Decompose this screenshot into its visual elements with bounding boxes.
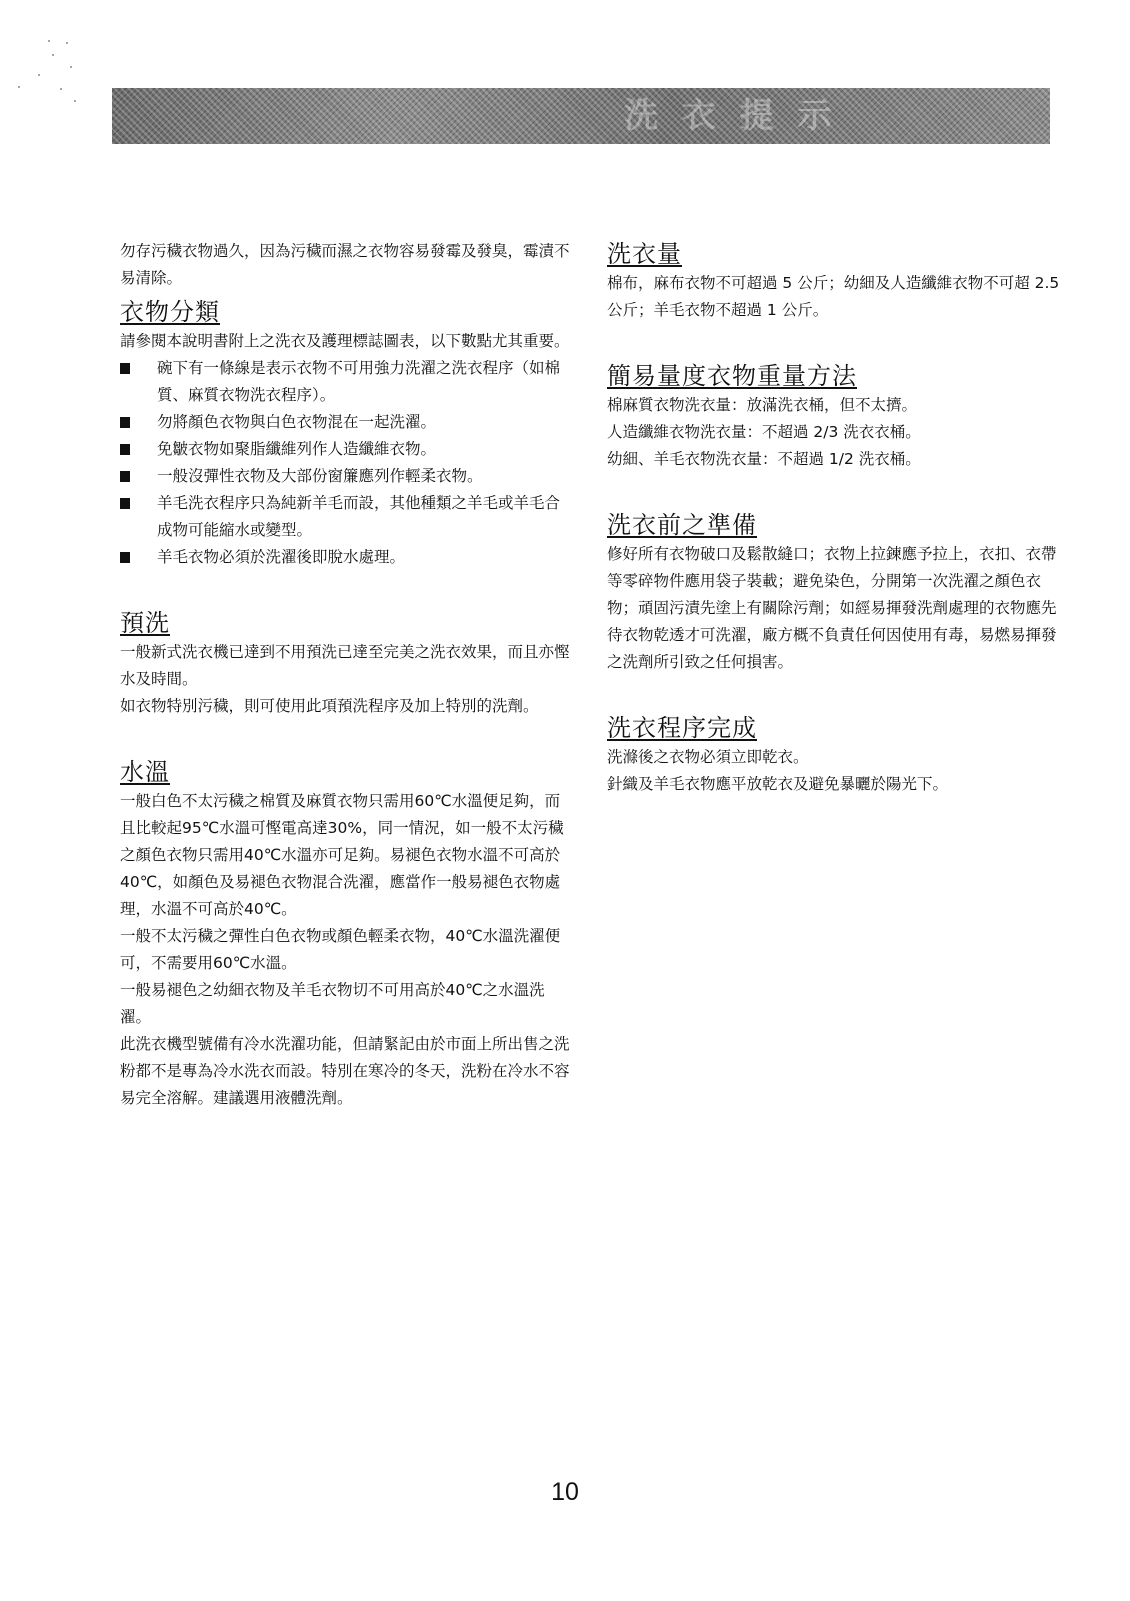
heading-measure: 簡易量度衣物重量方法 (607, 362, 857, 390)
banner-title: 洗 衣 提 示 (624, 96, 838, 136)
heading-prewash: 預洗 (120, 609, 170, 637)
prewash-paragraph: 一般新式洗衣機已達到不用預洗已達至完美之洗衣效果，而且亦慳水及時間。 (120, 643, 570, 688)
sorting-bullet-list (120, 355, 570, 571)
water-temp-paragraph: 一般易褪色之幼細衣物及羊毛衣物切不可用高於40℃之水溫洗濯。 (120, 981, 545, 1026)
water-temp-paragraph: 一般白色不太污穢之棉質及麻質衣物只需用60℃水溫便足夠，而且比較起95℃水溫可慳電高達30%，同一情況，如一般不太污穢之顏色衣物只需用40℃水溫亦可足夠。易褪色衣物水溫不可高於40℃，如顏色及易褪色衣物混合洗濯，應當作一般易褪色衣物處理，水溫不可高於40℃。 (120, 792, 564, 918)
right-column (607, 238, 1062, 798)
load-paragraph: 棉布，麻布衣物不可超過 5 公斤；幼細及人造纖維衣物不可超 2.5 公斤；羊毛衣物不超過 1 公斤。 (607, 274, 1060, 319)
list-item: 碗下有一條線是表示衣物不可用強力洗濯之洗衣程序（如棉質、麻質衣物洗衣程序）。 (120, 355, 570, 409)
preparation-paragraph: 修好所有衣物破口及鬆散縫口；衣物上拉鍊應予拉上，衣扣、衣帶等零碎物件應用袋子裝載；避免染色，分開第一次洗濯之顏色衣物；頑固污漬先塗上有關除污劑；如經易揮發洗劑處理的衣物應先待衣物乾透才可洗濯，廠方概不負責任何因使用有毒，易燃易揮發之洗劑所引致之任何損害。 (607, 545, 1057, 671)
water-temp-paragraph: 一般不太污穢之彈性白色衣物或顏色輕柔衣物，40℃水溫洗濯便可，不需要用60℃水溫。 (120, 927, 561, 972)
measure-line: 幼細、羊毛衣物洗衣量：不超過 1/2 洗衣桶。 (607, 450, 921, 468)
heading-load: 洗衣量 (607, 240, 682, 268)
finish-line: 針織及羊毛衣物應平放乾衣及避免暴曬於陽光下。 (607, 775, 949, 793)
finish-line: 洗滌後之衣物必須立即乾衣。 (607, 748, 809, 766)
list-item: 勿將顏色衣物與白色衣物混在一起洗濯。 (120, 409, 570, 436)
intro-paragraph: 勿存污穢衣物過久，因為污穢而濕之衣物容易發霉及發臭，霉漬不易清除。 (120, 242, 570, 287)
sorting-intro: 請參閱本說明書附上之洗衣及護理標誌圖表，以下數點尤其重要。 (120, 332, 570, 350)
page-number: 10 (551, 1478, 579, 1506)
prewash-paragraph: 如衣物特別污穢，則可使用此項預洗程序及加上特別的洗劑。 (120, 697, 539, 715)
list-item: 羊毛洗衣程序只為純新羊毛而設，其他種類之羊毛或羊毛合成物可能縮水或變型。 (120, 490, 570, 544)
scan-artifact-marks (8, 40, 88, 120)
left-column (120, 238, 570, 1112)
heading-sorting: 衣物分類 (120, 298, 220, 326)
heading-preparation: 洗衣前之準備 (607, 511, 757, 539)
section-banner (112, 88, 1050, 144)
list-item: 羊毛衣物必須於洗濯後即脫水處理。 (120, 544, 570, 571)
list-item: 免皺衣物如聚脂纖維列作人造纖維衣物。 (120, 436, 570, 463)
measure-line: 棉麻質衣物洗衣量：放滿洗衣桶，但不太擠。 (607, 396, 918, 414)
list-item: 一般沒彈性衣物及大部份窗簾應列作輕柔衣物。 (120, 463, 570, 490)
heading-water-temperature: 水溫 (120, 758, 170, 786)
water-temp-paragraph: 此洗衣機型號備有冷水洗濯功能，但請緊記由於市面上所出售之洗粉都不是專為冷水洗衣而設。特別在寒冷的冬天，洗粉在冷水不容易完全溶解。建議選用液體洗劑。 (120, 1035, 570, 1107)
measure-line: 人造纖維衣物洗衣量：不超過 2/3 洗衣衣桶。 (607, 423, 921, 441)
heading-finish: 洗衣程序完成 (607, 714, 757, 742)
